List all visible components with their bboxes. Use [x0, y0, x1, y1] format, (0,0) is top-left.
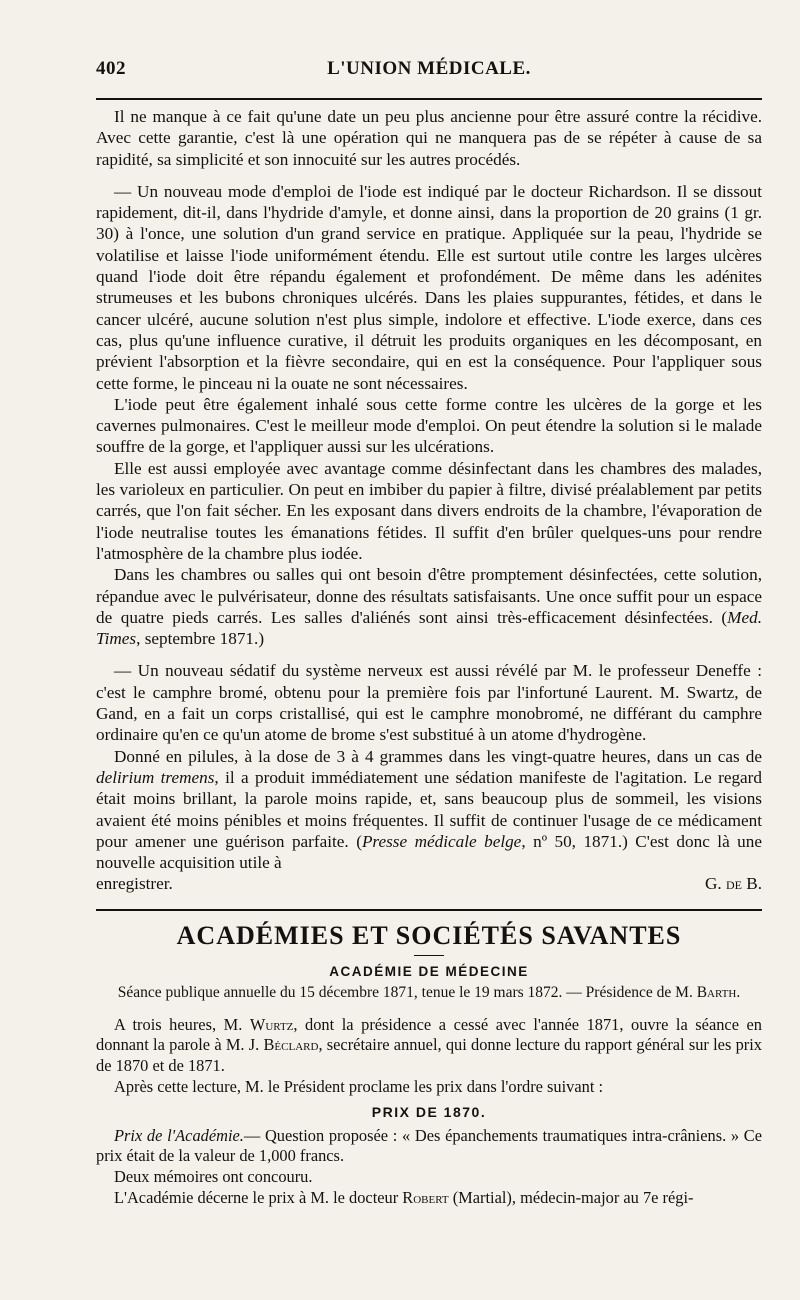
text-run: , secrétaire annuel, qui donne lecture du rapport général sur les prix de 1870 et de 1871.: [96, 1035, 762, 1076]
person-name: Béclard: [263, 1035, 319, 1055]
paragraph: L'iode peut être également inhalé sous cette forme contre les ulcères de la gorge et les cavernes pulmonaires. C'est le meilleur mode d'emploi. On peut étendre la solution si le malade souffre de la gorge, et l'appliquer aussi sur les ulcérations.: [96, 394, 762, 457]
italic-term: delirium tremens: [96, 767, 215, 787]
signature-line: [96, 873, 762, 894]
text-run: , il a produit immédiatement une sédation manifeste de l'agitation. Le regard était moins brillant, la parole moins rapide, et, sans beaucoup plus de sommeil, les visions avaient été moins pénibles et moins fréquentes. Il suffit de continuer l'usage de ce médicament pour amener une guérison parfaite. (: [96, 767, 762, 851]
paragraph: [96, 1188, 762, 1209]
paragraph: Il ne manque à ce fait qu'une date un peu plus ancienne pour être assuré contre la récidive. Avec cette garantie, c'est là une opération qui ne manquera pas de se répéter à cause de sa rapidité, sa simplicité et son innocuité sur les autres procédés.: [96, 107, 762, 169]
text-run: enregistrer.: [96, 874, 173, 894]
text-run: Dans les chambres ou salles qui ont besoin d'être promptement désinfectées, cette solution, répandue avec le pulvérisateur, donne des résultats satisfaisants. Une once suffit pour un espace de quatre pieds carrés. Les salles d'aliénés sont ainsi très-efficacement désinfectées. (: [96, 565, 762, 627]
running-header: [96, 58, 762, 80]
text-run: L'Académie décerne le prix à M. le docteur: [114, 1187, 403, 1207]
source-citation: Presse médicale belge: [361, 831, 522, 851]
person-name: Robert: [402, 1187, 449, 1207]
president-name: Barth.: [696, 983, 741, 1001]
prize-heading: PRIX DE 1870.: [371, 1103, 487, 1120]
paragraph: — Un nouveau mode d'emploi de l'iode est indiqué par le docteur Richardson. Il se dissout rapidement, dit-il, dans l'hydride d'amyle, et donne ainsi, dans la proportion de 20 grains (1 gr. 30) à l'once, une solution d'un grand service en pratique. Appliquée sur la peau, l'hydride se volatilise et laisse l'iode uniformément étendu. Elle est surtout utile contre les larges ulcères quand l'iode doit être répandu également et profondément. De même dans les adénites strumeuses et les bubons chroniques ulcérés. Dans les plaies suppurantes, fétides, et dans le cancer ulcéré, aucune solution n'est plus simple, indolore et effective. L'iode exerce, dans ces cas, plus qu'une influence curative, il détruit les produits organiques en les décomposant, en prévient l'absorption et la fièvre secondaire, qui en est la conséquence. Pour l'appliquer sous cette forme, le pinceau ni la ouate ne sont nécessaires.: [96, 181, 762, 393]
text-run: Séance publique annuelle du 15 décembre 1871, tenue le 19 mars 1872. — Présidence de M.: [117, 983, 697, 1001]
section-body: [96, 1015, 762, 1209]
paragraph: [96, 1015, 762, 1077]
page-number: 402: [96, 58, 126, 79]
prize-name: Prix de l'Académie.: [114, 1125, 244, 1145]
text-run: , septembre 1871.): [136, 629, 265, 649]
text-run: A trois heures, M.: [114, 1014, 250, 1034]
text-run: — Question proposée : « Des épanchements traumatiques intra-crâniens. » Ce prix était de la valeur de 1,000 francs.: [96, 1125, 762, 1166]
paragraph: Après cette lecture, M. le Président proclame les prix dans l'ordre suivant :: [114, 1076, 604, 1096]
text-run: (Martial), médecin-major au 7e régi-: [448, 1187, 694, 1207]
section-title: ACADÉMIES ET SOCIÉTÉS SAVANTES: [176, 920, 682, 950]
paragraph: Deux mémoires ont concouru.: [114, 1166, 313, 1186]
header-rule: [96, 98, 762, 100]
session-info: [96, 983, 762, 1003]
text-run: , dont la présidence a cessé avec l'année 1871, ouvre la séance en donnant la parole à M. J.: [96, 1014, 762, 1055]
section-subtitle: ACADÉMIE DE MÉDECINE: [329, 963, 529, 979]
paragraph: Elle est aussi employée avec avantage comme désinfectant dans les chambres des malades, les varioleux en particulier. On peut en imbiber du papier à filtre, divisé préalablement par petits carrés, que l'on fait sécher. En les exposant dans divers endroits de la chambre, l'évaporation de l'iode neutralise toutes les émanations fétides. Il suffit d'en brûler quelques-uns pour rendre l'atmosphère de la chambre plus iodée.: [96, 458, 762, 563]
paragraph: [96, 1126, 762, 1167]
source-citation: Med. Times: [96, 607, 762, 649]
paragraph: — Un nouveau sédatif du système nerveux est aussi révélé par M. le professeur Deneffe : c'est le camphre bromé, obtenu pour la première fois par l'infortuné Laurent. M. Swartz, de Gand, en a fait un corps cristallisé, qui est le camphre monobromé, ne différant du camphre ordinaire qu'en ce qu'un atome de brome s'est substitué à un atome d'hydrogène.: [96, 661, 762, 745]
journal-title: L'UNION MÉDICALE.: [327, 58, 531, 79]
text-run: Donné en pilules, à la dose de 3 à 4 grammes dans les vingt-quatre heures, dans un cas de: [114, 746, 762, 766]
author-signature: G. de B.: [704, 874, 762, 894]
paragraph: [96, 746, 762, 874]
paragraph: [96, 564, 762, 649]
article-body: [96, 106, 762, 895]
divider: [414, 955, 444, 956]
person-name: Wurtz: [249, 1014, 294, 1034]
text-run: , nº 50, 1871.) C'est donc là une nouvelle acquisition utile à: [96, 831, 762, 873]
section-rule: [96, 909, 762, 911]
